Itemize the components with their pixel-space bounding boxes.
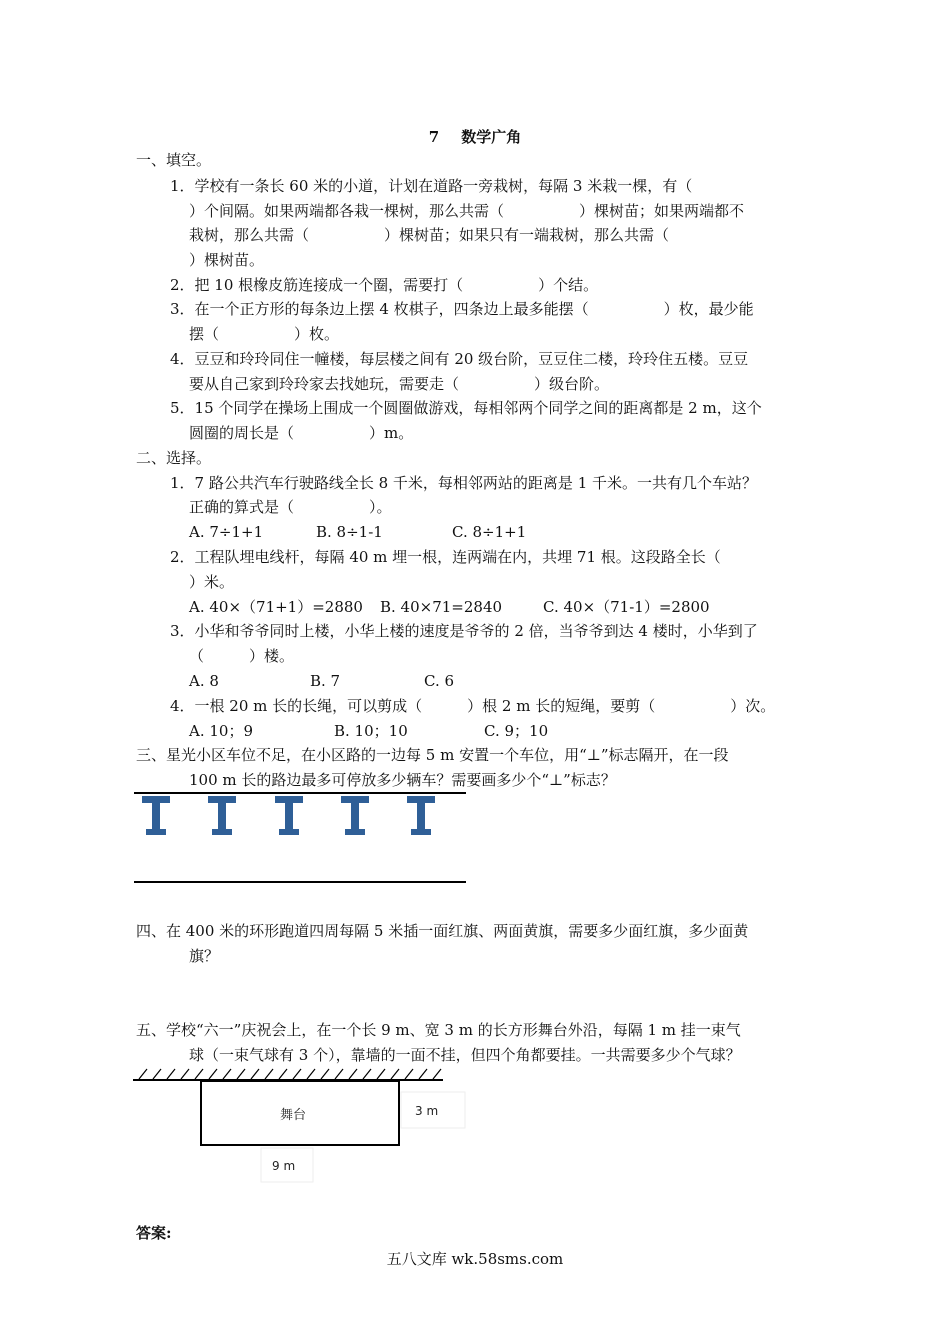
- s2-q2-options: [189, 597, 710, 617]
- s2-q2-line2: ）米。: [189, 573, 235, 591]
- section-2-heading: 二、选择。: [136, 449, 212, 467]
- section-4-line2: 旗？: [189, 947, 220, 965]
- option-b: B. 10；10: [334, 722, 408, 740]
- s2-q3-line2: （ ）楼。: [189, 647, 295, 665]
- section-1-heading: 一、填空。: [136, 151, 212, 169]
- s2-q2-line1: 2．工程队埋电线杆，每隔 40 m 埋一根，连两端在内，共埋 71 根。这段路全长（: [170, 548, 721, 566]
- width-label: 3 m: [415, 1104, 439, 1118]
- option-c: C. 8÷1+1: [452, 523, 527, 541]
- s2-q1-line1: 1．7 路公共汽车行驶路线全长 8 千米，每相邻两站的距离是 1 千米。一共有几个车站？: [170, 474, 758, 492]
- option-a: A. 40×（71+1）=2880: [189, 598, 363, 616]
- option-b: B. 8÷1-1: [316, 523, 383, 541]
- title-number: 7: [428, 128, 440, 146]
- s1-q1-line4: ）棵树苗。: [189, 251, 265, 269]
- option-c: C. 40×（71-1）=2800: [543, 598, 710, 616]
- section-3-line2: 100 m 长的路边最多可停放多少辆车？需要画多少个“⊥”标志？: [189, 771, 616, 789]
- s2-q3-options: [189, 671, 454, 691]
- s2-q3-line1: 3．小华和爷爷同时上楼，小华上楼的速度是爷爷的 2 倍，当爷爷到达 4 楼时，小华到了: [170, 622, 758, 640]
- section-3-line1: 三、星光小区车位不足，在小区路的一边每 5 m 安置一个车位，用“⊥”标志隔开，在一段: [136, 746, 729, 764]
- s1-q3-line1: 3．在一个正方形的每条边上摆 4 枚棋子，四条边上最多能摆（ ）枚，最少能: [170, 300, 754, 318]
- s2-q4-options: [189, 721, 548, 741]
- s1-q3-line2: 摆（ ）枚。: [189, 325, 340, 343]
- perp-sign-icon: [407, 796, 435, 835]
- length-label: 9 m: [272, 1159, 296, 1173]
- answer-label: 答案:: [136, 1224, 172, 1242]
- s1-q4-line1: 4．豆豆和玲玲同住一幢楼，每层楼之间有 20 级台阶，豆豆住二楼，玲玲住五楼。豆豆: [170, 350, 749, 368]
- footer: 五八文库 wk.58sms.com: [386, 1250, 564, 1268]
- perp-sign-icon: [275, 796, 303, 835]
- s1-q2: 2．把 10 根橡皮筋连接成一个圈，需要打（ ）个结。: [170, 276, 599, 294]
- s1-q1-line1: 1．学校有一条长 60 米的小道，计划在道路一旁栽树，每隔 3 米栽一棵，有（: [170, 177, 693, 195]
- option-b: B. 7: [310, 672, 341, 690]
- option-b: B. 40×71=2840: [380, 598, 503, 616]
- s1-q5-line2: 圆圈的周长是（ ）m。: [189, 424, 414, 442]
- option-a: A. 7÷1+1: [189, 523, 264, 541]
- option-c: C. 9；10: [484, 722, 549, 740]
- perp-sign-icon: [208, 796, 236, 835]
- wall-hatching: [139, 1069, 441, 1079]
- option-a: A. 8: [189, 672, 219, 690]
- section-5-line1: 五、学校“六一”庆祝会上，在一个长 9 m、宽 3 m 的长方形舞台外沿，每隔 1 m 挂一束气: [136, 1021, 741, 1039]
- page-title: [0, 126, 950, 147]
- s1-q1-line2: ）个间隔。如果两端都各栽一棵树，那么共需（ ）棵树苗；如果两端都不: [189, 202, 745, 220]
- stage-label: 舞台: [279, 1108, 307, 1123]
- perpendicular-signs: [142, 796, 435, 835]
- parking-diagram: [134, 790, 469, 890]
- perp-sign-icon: [142, 796, 170, 835]
- s2-q1-options: [189, 522, 526, 542]
- option-a: A. 10；9: [189, 722, 253, 740]
- stage-diagram: [133, 1064, 473, 1184]
- section-4-line1: 四、在 400 米的环形跑道四周每隔 5 米插一面红旗、两面黄旗，需要多少面红旗，多少面黄: [136, 922, 749, 940]
- section-5-line2: 球（一束气球有 3 个），靠墙的一面不挂，但四个角都要挂。一共需要多少个气球？: [189, 1046, 741, 1064]
- s2-q4: 4．一根 20 m 长的长绳，可以剪成（ ）根 2 m 长的短绳，要剪（ ）次。: [170, 697, 776, 715]
- s1-q5-line1: 5．15 个同学在操场上围成一个圆圈做游戏，每相邻两个同学之间的距离都是 2 m，这个: [170, 399, 762, 417]
- title-text: 数学广角: [461, 128, 522, 146]
- s1-q4-line2: 要从自己家到玲玲家去找她玩，需要走（ ）级台阶。: [189, 375, 610, 393]
- s1-q1-line3: 栽树，那么共需（ ）棵树苗；如果只有一端栽树，那么共需（: [189, 226, 670, 244]
- perp-sign-icon: [341, 796, 369, 835]
- option-c: C. 6: [424, 672, 455, 690]
- s2-q1-line2: 正确的算式是（ ）。: [189, 498, 392, 516]
